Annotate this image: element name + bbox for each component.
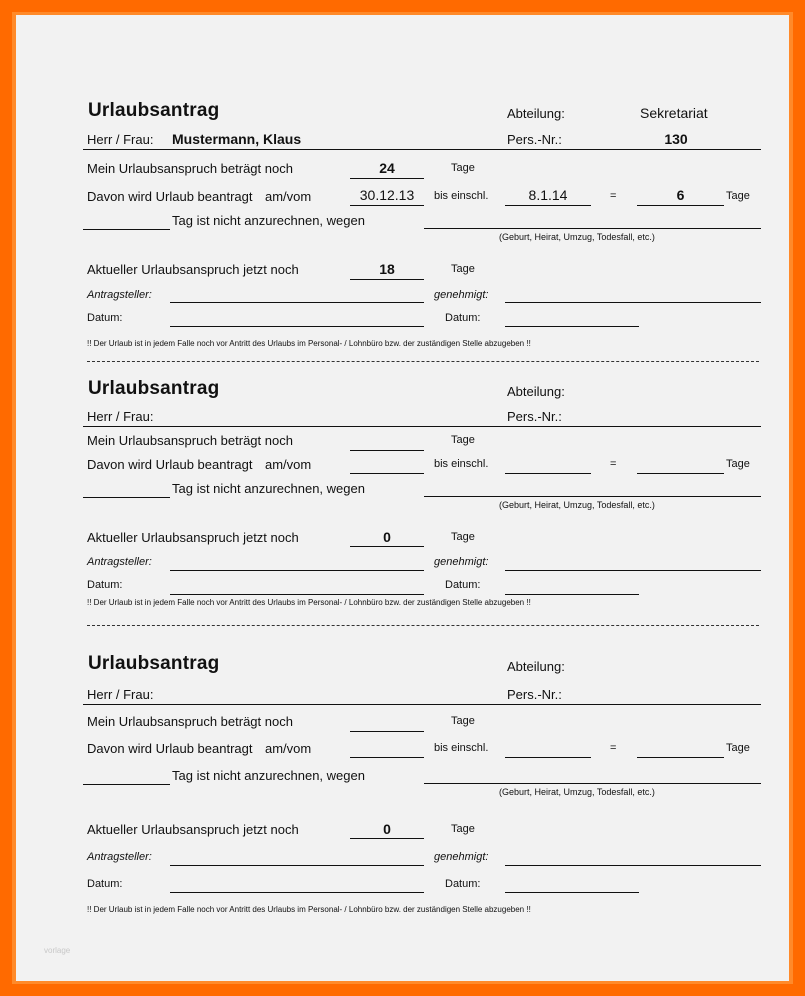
date-line-2[interactable] [505,326,639,327]
name-value[interactable]: Mustermann, Klaus [172,131,302,147]
days-unit-label: Tage [451,434,475,446]
current-entitlement-value[interactable]: 0 [383,821,391,837]
submission-note: !! Der Urlaub ist in jedem Falle noch vor Antritt des Urlaubs im Personal- / Lohnbüro bzw. der zuständigen Stelle abzugeben !! [87,598,531,607]
applicant-signature-line[interactable] [170,865,424,866]
vacation-form-1 [0,98,805,368]
until-label: bis einschl. [434,458,489,470]
days-unit-label: Tage [451,715,475,727]
requested-label: Davon wird Urlaub beantragt [87,457,253,472]
from-date-line [350,205,424,206]
reason-hint: (Geburt, Heirat, Umzug, Todesfall, etc.) [499,232,655,242]
date-label-2: Datum: [445,579,481,591]
entitlement-value[interactable]: 24 [379,160,395,176]
not-counted-label: Tag ist nicht anzurechnen, wegen [172,768,365,783]
date-label-2: Datum: [445,878,481,890]
date-line-2[interactable] [505,594,639,595]
not-counted-label: Tag ist nicht anzurechnen, wegen [172,481,365,496]
department-label: Abteilung: [507,106,565,121]
date-label: Datum: [87,312,123,324]
current-entitlement-line [350,546,424,547]
requested-label: Davon wird Urlaub beantragt [87,189,253,204]
applicant-signature-line[interactable] [170,570,424,571]
duration-value[interactable]: 6 [676,187,685,203]
days-unit-label-3: Tage [451,531,475,543]
approved-label: genehmigt: [434,556,489,568]
date-line-2[interactable] [505,892,639,893]
submission-note: !! Der Urlaub ist in jedem Falle noch vor Antritt des Urlaubs im Personal- / Lohnbüro bzw. der zuständigen Stelle abzugeben !! [87,905,531,914]
entitlement-field-line [350,731,424,732]
cut-line-1 [87,361,759,362]
reason-line[interactable] [424,783,761,784]
form-title: Urlaubsantrag [88,378,220,399]
duration-line [637,473,724,474]
personnel-number-label: Pers.-Nr.: [507,132,562,147]
reason-line[interactable] [424,496,761,497]
form-title: Urlaubsantrag [88,100,220,121]
approved-signature-line[interactable] [505,865,761,866]
until-date-line [505,757,591,758]
requested-label: Davon wird Urlaub beantragt [87,741,253,756]
not-counted-days-line[interactable] [83,784,170,785]
days-unit-label-3: Tage [451,263,475,275]
entitlement-label: Mein Urlaubsanspruch beträgt noch [87,161,293,176]
date-label-2: Datum: [445,312,481,324]
applicant-label: Antragsteller: [87,289,152,301]
date-label: Datum: [87,579,123,591]
date-label: Datum: [87,878,123,890]
form-title: Urlaubsantrag [88,653,220,674]
submission-note: !! Der Urlaub ist in jedem Falle noch vor Antritt des Urlaubs im Personal- / Lohnbüro bzw. der zuständigen Stelle abzugeben !! [87,339,531,348]
from-label: am/vom [265,457,312,472]
approved-signature-line[interactable] [505,570,761,571]
current-entitlement-label: Aktueller Urlaubsanspruch jetzt noch [87,262,299,277]
approved-signature-line[interactable] [505,302,761,303]
vacation-form-2 [0,376,805,646]
current-entitlement-label: Aktueller Urlaubsanspruch jetzt noch [87,530,299,545]
not-counted-label: Tag ist nicht anzurechnen, wegen [172,213,365,228]
personnel-number-value[interactable]: 130 [664,131,688,147]
date-line[interactable] [170,892,424,893]
name-label: Herr / Frau: [87,409,154,424]
days-unit-label-2: Tage [726,190,750,202]
not-counted-days-line[interactable] [83,497,170,498]
current-entitlement-value[interactable]: 18 [379,261,395,277]
equals-sign: = [610,742,617,754]
current-entitlement-line [350,279,424,280]
entitlement-label: Mein Urlaubsanspruch beträgt noch [87,714,293,729]
reason-line[interactable] [424,228,761,229]
header-rule [83,426,761,427]
until-label: bis einschl. [434,742,489,754]
applicant-label: Antragsteller: [87,556,152,568]
days-unit-label-3: Tage [451,823,475,835]
personnel-number-label: Pers.-Nr.: [507,687,562,702]
until-label: bis einschl. [434,190,489,202]
not-counted-days-line[interactable] [83,229,170,230]
header-rule [83,149,761,150]
entitlement-field-line [350,178,424,179]
duration-line [637,757,724,758]
reason-hint: (Geburt, Heirat, Umzug, Todesfall, etc.) [499,500,655,510]
entitlement-label: Mein Urlaubsanspruch beträgt noch [87,433,293,448]
from-date-line [350,757,424,758]
applicant-label: Antragsteller: [87,851,152,863]
vacation-form-3 [0,651,805,921]
department-value[interactable]: Sekretariat [640,105,708,121]
days-unit-label-2: Tage [726,742,750,754]
personnel-number-label: Pers.-Nr.: [507,409,562,424]
from-label: am/vom [265,189,312,204]
days-unit-label-2: Tage [726,458,750,470]
reason-hint: (Geburt, Heirat, Umzug, Todesfall, etc.) [499,787,655,797]
equals-sign: = [610,458,617,470]
until-date-value[interactable]: 8.1.14 [528,187,568,203]
header-rule [83,704,761,705]
from-date-line [350,473,424,474]
cut-line-2 [87,625,759,626]
until-date-line [505,473,591,474]
date-line[interactable] [170,326,424,327]
duration-line [637,205,724,206]
approved-label: genehmigt: [434,289,489,301]
from-date-value[interactable]: 30.12.13 [359,187,415,203]
equals-sign: = [610,190,617,202]
current-entitlement-value[interactable]: 0 [383,529,391,545]
department-label: Abteilung: [507,659,565,674]
current-entitlement-label: Aktueller Urlaubsanspruch jetzt noch [87,822,299,837]
date-line[interactable] [170,594,424,595]
name-label: Herr / Frau: [87,132,154,147]
current-entitlement-line [350,838,424,839]
name-label: Herr / Frau: [87,687,154,702]
watermark-text: vorlage [44,946,71,955]
entitlement-field-line [350,450,424,451]
department-label: Abteilung: [507,384,565,399]
days-unit-label: Tage [451,162,475,174]
approved-label: genehmigt: [434,851,489,863]
applicant-signature-line[interactable] [170,302,424,303]
until-date-line [505,205,591,206]
from-label: am/vom [265,741,312,756]
